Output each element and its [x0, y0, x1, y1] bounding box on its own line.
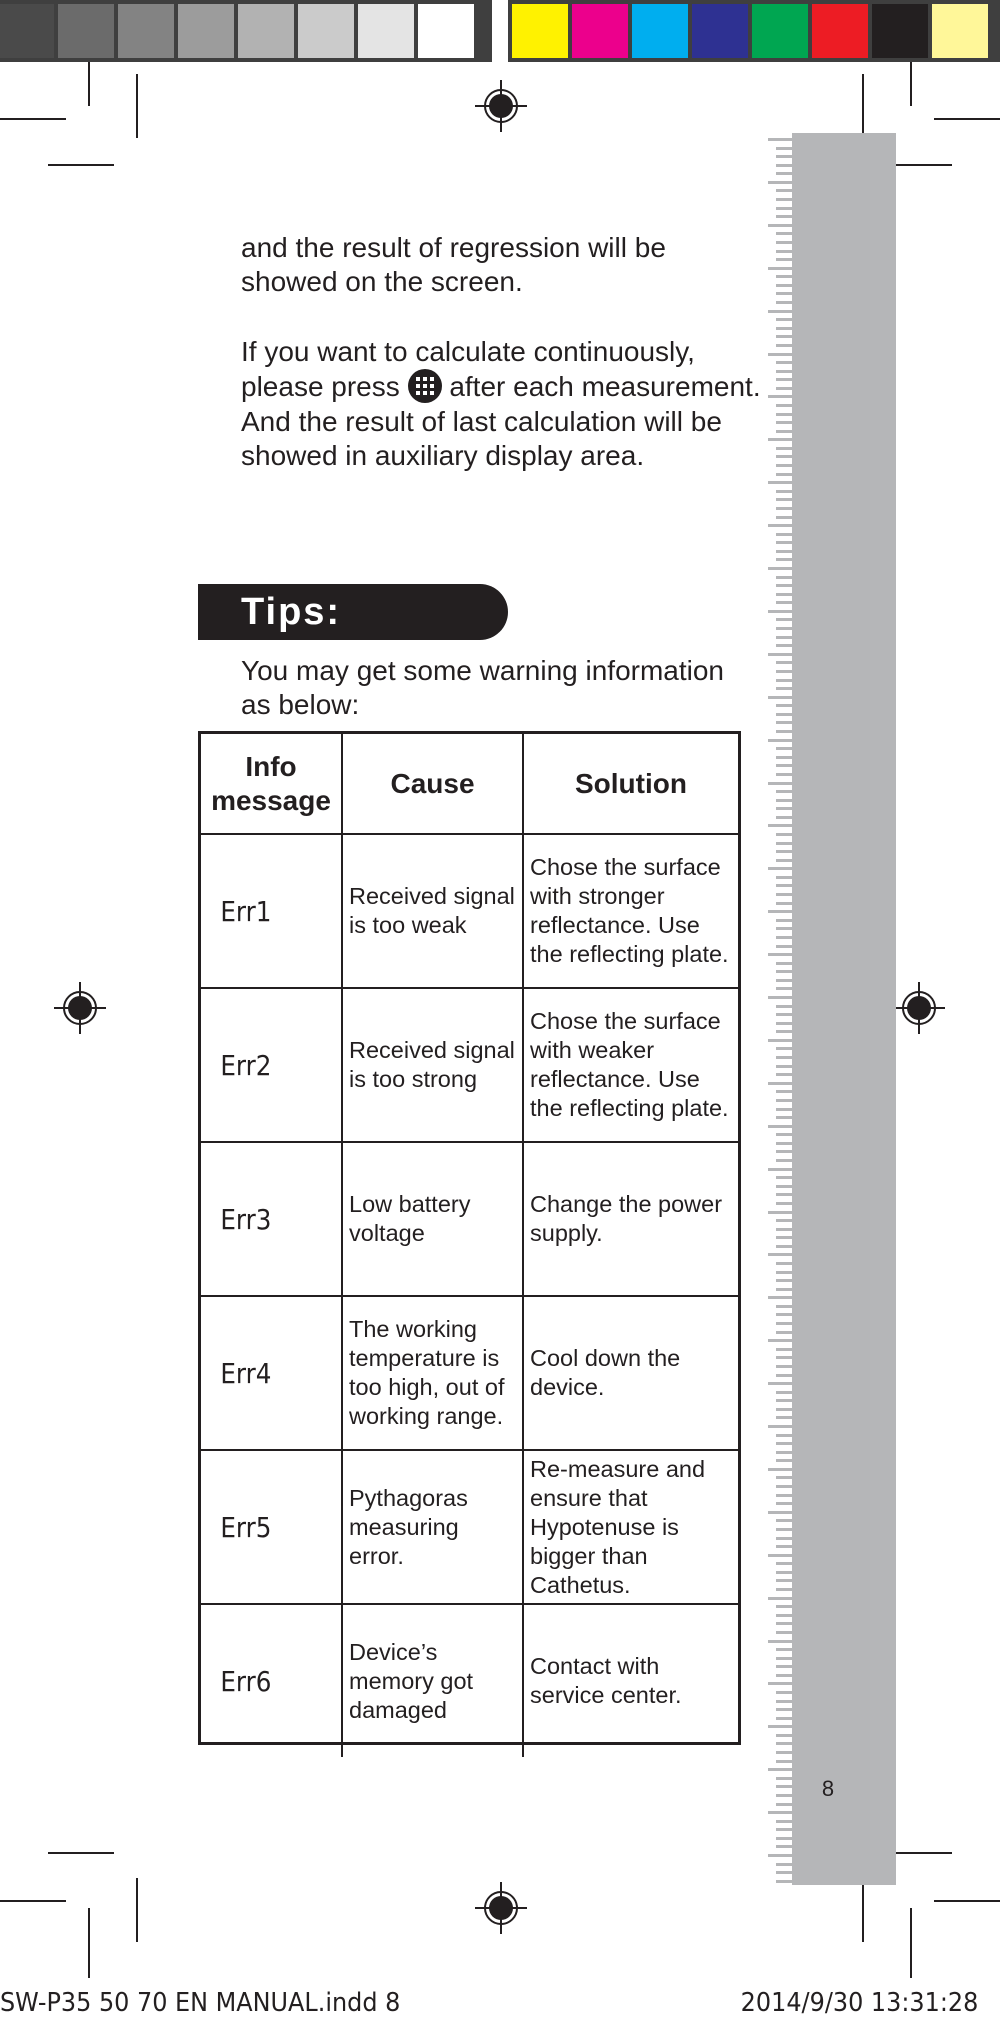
- ruler-tick: [776, 636, 792, 639]
- body-paragraph: [241, 335, 761, 474]
- crop-mark: [0, 1900, 66, 1902]
- color-swatch: [932, 4, 988, 58]
- ruler-tick: [768, 438, 792, 441]
- error-code: Err6: [201, 1604, 325, 1757]
- ruler-tick: [776, 327, 792, 330]
- ruler-tick: [776, 1116, 792, 1119]
- tips-intro: You may get some warning information as below:: [241, 655, 724, 720]
- ruler-tick: [776, 1614, 792, 1617]
- color-swatch: [572, 4, 628, 58]
- ruler-tick: [776, 1459, 792, 1462]
- ruler-tick: [776, 1073, 792, 1076]
- ruler-tick: [776, 807, 792, 810]
- crop-mark: [862, 1878, 864, 1942]
- ruler-tick: [776, 1742, 792, 1745]
- ruler-tick: [768, 1039, 792, 1042]
- ruler-tick: [776, 1408, 792, 1411]
- ruler-tick: [776, 1760, 792, 1763]
- ruler-tick: [776, 404, 792, 407]
- ruler-tick: [776, 1090, 792, 1093]
- header-solution: Solution: [523, 734, 738, 834]
- ruler-tick: [776, 842, 792, 845]
- ruler-tick: [776, 833, 792, 836]
- ruler-tick: [768, 310, 792, 313]
- ruler-tick: [776, 207, 792, 210]
- ruler-tick: [776, 232, 792, 235]
- ruler-tick: [776, 644, 792, 647]
- ruler-tick: [768, 1082, 792, 1085]
- ruler-tick: [768, 953, 792, 956]
- ruler-tick: [776, 1880, 792, 1883]
- ruler-tick: [776, 455, 792, 458]
- ruler-tick: [776, 1519, 792, 1522]
- registration-mark-icon: [475, 1882, 527, 1934]
- error-cause: Pythagoras measuring error.: [342, 1450, 523, 1604]
- ruler-tick: [776, 1717, 792, 1720]
- crop-mark: [136, 74, 138, 138]
- ruler-tick: [768, 1511, 792, 1514]
- error-solution: Chose the surface with stronger reflectance. Use the reflecting plate.: [523, 834, 738, 988]
- ruler-tick: [776, 250, 792, 253]
- ruler-tick: [776, 1271, 792, 1274]
- ruler-tick: [776, 147, 792, 150]
- ruler-tick: [776, 927, 792, 930]
- ruler-tick: [776, 1056, 792, 1059]
- ruler-tick: [776, 275, 792, 278]
- ruler-tick: [768, 1811, 792, 1814]
- ruler-tick: [768, 1425, 792, 1428]
- ruler-tick: [776, 773, 792, 776]
- ruler-tick: [768, 824, 792, 827]
- ruler-tick: [776, 1777, 792, 1780]
- error-solution: Cool down the device.: [523, 1296, 738, 1450]
- ruler-tick: [776, 902, 792, 905]
- table-row: [201, 988, 738, 1142]
- ruler-tick: [776, 164, 792, 167]
- table-row: [201, 1142, 738, 1296]
- color-swatch: [812, 4, 868, 58]
- ruler-tick: [776, 747, 792, 750]
- ruler-tick: [776, 859, 792, 862]
- crop-mark: [934, 118, 1000, 120]
- error-code: Err1: [201, 834, 325, 988]
- ruler-tick: [776, 1305, 792, 1308]
- ruler-tick: [776, 1734, 792, 1737]
- ruler-tick: [768, 1768, 792, 1771]
- ruler-tick: [776, 1236, 792, 1239]
- ruler-tick: [776, 1047, 792, 1050]
- page-number: 8: [821, 1776, 835, 1801]
- ruler-tick: [776, 1665, 792, 1668]
- body-paragraph: and the result of regression will be showed on the screen.: [241, 232, 666, 298]
- ruler-tick: [768, 1725, 792, 1728]
- ruler-tick: [776, 713, 792, 716]
- ruler-tick: [776, 1674, 792, 1677]
- error-code: Err2: [201, 988, 325, 1142]
- ruler-tick: [776, 1571, 792, 1574]
- ruler-tick: [768, 1168, 792, 1171]
- ruler-tick: [776, 893, 792, 896]
- gray-swatch: [238, 4, 294, 58]
- ruler-tick: [776, 378, 792, 381]
- ruler-tick: [776, 292, 792, 295]
- ruler-tick: [776, 1150, 792, 1153]
- ruler-tick: [776, 344, 792, 347]
- ruler-tick: [768, 1682, 792, 1685]
- ruler-tick: [776, 1245, 792, 1248]
- crop-mark: [910, 1908, 912, 1978]
- error-solution: Contact with service center.: [523, 1604, 738, 1757]
- error-code: Err3: [201, 1142, 325, 1296]
- ruler-tick: [776, 987, 792, 990]
- registration-mark-icon: [54, 982, 106, 1034]
- ruler-tick: [776, 1845, 792, 1848]
- ruler-tick: [776, 1416, 792, 1419]
- gray-swatch: [358, 4, 414, 58]
- ruler-tick: [776, 1494, 792, 1497]
- ruler-tick: [776, 430, 792, 433]
- body-paragraph-text: If you want to calculate continuously, please press: [241, 336, 695, 403]
- ruler-tick: [776, 387, 792, 390]
- ruler-tick: [776, 1622, 792, 1625]
- ruler-tick: [776, 1751, 792, 1754]
- error-cause: Low battery voltage: [342, 1142, 523, 1296]
- ruler-tick: [776, 1313, 792, 1316]
- ruler-tick: [776, 799, 792, 802]
- crop-mark: [88, 1908, 90, 1978]
- ruler-tick: [768, 1554, 792, 1557]
- ruler-tick: [776, 1013, 792, 1016]
- ruler-tick: [776, 1185, 792, 1188]
- ruler-tick: [768, 481, 792, 484]
- table-row: [201, 834, 738, 988]
- ruler-tick: [776, 1399, 792, 1402]
- ruler-tick: [776, 1708, 792, 1711]
- ruler-tick: [776, 1434, 792, 1437]
- ruler-tick: [776, 1176, 792, 1179]
- color-swatch: [752, 4, 808, 58]
- ruler-tick: [776, 1065, 792, 1068]
- ruler-tick: [768, 1468, 792, 1471]
- ruler-tick: [768, 1382, 792, 1385]
- ruler-tick: [776, 1262, 792, 1265]
- ruler-tick: [776, 1803, 792, 1806]
- ruler-tick: [776, 1871, 792, 1874]
- error-solution: Change the power supply.: [523, 1142, 738, 1296]
- ruler-tick: [776, 576, 792, 579]
- ruler-tick: [776, 1502, 792, 1505]
- ruler-tick: [776, 490, 792, 493]
- ruler-tick: [776, 945, 792, 948]
- registration-mark-icon: [893, 982, 945, 1034]
- grayscale-swatches: [0, 0, 492, 62]
- ruler-tick: [776, 1837, 792, 1840]
- ruler-tick: [776, 756, 792, 759]
- table-row: [201, 1450, 738, 1604]
- ruler-tick: [768, 867, 792, 870]
- ruler-tick: [776, 584, 792, 587]
- ruler-tick: [776, 1030, 792, 1033]
- ruler-tick: [776, 473, 792, 476]
- gray-swatch: [298, 4, 354, 58]
- ruler-tick: [768, 524, 792, 527]
- header-cause: Cause: [342, 734, 523, 834]
- ruler-tick: [768, 653, 792, 656]
- ruler-tick: [776, 876, 792, 879]
- ruler-tick: [776, 1219, 792, 1222]
- registration-mark-icon: [475, 80, 527, 132]
- ruler-tick: [776, 979, 792, 982]
- side-ruler-strip: [792, 133, 896, 1885]
- ruler-tick: [776, 370, 792, 373]
- ruler-tick: [776, 1005, 792, 1008]
- ruler-tick: [776, 850, 792, 853]
- ruler-tick: [776, 1356, 792, 1359]
- ruler-tick: [768, 739, 792, 742]
- ruler-tick: [776, 1785, 792, 1788]
- header-info-message: Info message: [201, 734, 342, 834]
- ruler-tick: [768, 181, 792, 184]
- ruler-tick: [768, 1253, 792, 1256]
- ruler-tick: [776, 679, 792, 682]
- ruler-tick: [776, 1631, 792, 1634]
- tips-title: Tips:: [241, 591, 342, 633]
- ruler-tick: [776, 516, 792, 519]
- ruler-tick: [776, 155, 792, 158]
- ruler-tick: [776, 721, 792, 724]
- ruler-tick: [768, 224, 792, 227]
- ruler-tick: [768, 696, 792, 699]
- ruler-tick: [776, 1022, 792, 1025]
- ruler-tick: [776, 1451, 792, 1454]
- ruler-tick: [776, 1374, 792, 1377]
- ruler-tick: [776, 533, 792, 536]
- ruler-tick: [776, 1391, 792, 1394]
- ruler-tick: [776, 1288, 792, 1291]
- ruler-tick: [776, 1863, 792, 1866]
- ruler-tick: [776, 618, 792, 621]
- ruler-tick: [768, 267, 792, 270]
- ruler-tick: [776, 1099, 792, 1102]
- crop-mark: [0, 118, 66, 120]
- ruler-tick: [776, 1828, 792, 1831]
- file-slug: SW-P35 50 70 EN MANUAL.indd 8: [0, 1988, 401, 2018]
- crop-mark: [136, 1878, 138, 1942]
- crop-mark: [910, 62, 912, 106]
- ruler-tick: [776, 1279, 792, 1282]
- ruler-tick: [776, 1133, 792, 1136]
- crop-mark: [48, 1852, 114, 1854]
- ruler-tick: [776, 1562, 792, 1565]
- ruler-tick: [768, 910, 792, 913]
- ruler-tick: [776, 1794, 792, 1797]
- ruler-tick: [776, 687, 792, 690]
- ruler-tick: [776, 627, 792, 630]
- ruler-tick: [776, 1691, 792, 1694]
- color-swatch: [512, 4, 568, 58]
- ruler-tick: [776, 1657, 792, 1660]
- ruler-tick: [776, 816, 792, 819]
- table-row: [201, 1604, 738, 1757]
- error-table: [198, 731, 741, 1745]
- ruler-tick: [776, 704, 792, 707]
- ruler-tick: [776, 198, 792, 201]
- ruler-tick: [776, 1348, 792, 1351]
- ruler-tick: [776, 1588, 792, 1591]
- color-swatches: [508, 0, 1000, 62]
- ruler-tick: [776, 790, 792, 793]
- ruler-tick: [776, 1159, 792, 1162]
- ruler-tick: [776, 550, 792, 553]
- error-solution: Re-measure and ensure that Hypotenuse is bigger than Cathetus.: [523, 1450, 738, 1604]
- crop-mark: [862, 74, 864, 138]
- ruler-tick: [776, 593, 792, 596]
- ruler-tick: [776, 421, 792, 424]
- ruler-ticks: [772, 138, 792, 1883]
- error-code: Err4: [201, 1296, 325, 1450]
- ruler-tick: [776, 1108, 792, 1111]
- ruler-tick: [776, 1648, 792, 1651]
- ruler-tick: [776, 1193, 792, 1196]
- ruler-tick: [776, 1331, 792, 1334]
- ruler-tick: [768, 567, 792, 570]
- ruler-tick: [768, 782, 792, 785]
- ruler-tick: [776, 335, 792, 338]
- ruler-tick: [768, 1640, 792, 1643]
- grid-button-icon: [408, 369, 442, 403]
- ruler-tick: [776, 1700, 792, 1703]
- ruler-tick: [768, 1211, 792, 1214]
- error-cause: The working temperature is too high, out of working range.: [342, 1296, 523, 1450]
- ruler-tick: [776, 601, 792, 604]
- ruler-tick: [776, 507, 792, 510]
- ruler-tick: [768, 353, 792, 356]
- ruler-tick: [776, 241, 792, 244]
- ruler-tick: [776, 558, 792, 561]
- ruler-tick: [776, 1485, 792, 1488]
- ruler-tick: [768, 1339, 792, 1342]
- table-row: [201, 1296, 738, 1450]
- ruler-tick: [776, 318, 792, 321]
- ruler-tick: [768, 996, 792, 999]
- gray-swatch: [118, 4, 174, 58]
- ruler-tick: [776, 1202, 792, 1205]
- ruler-tick: [776, 1820, 792, 1823]
- color-swatch: [872, 4, 928, 58]
- ruler-tick: [768, 1296, 792, 1299]
- timestamp-slug: 2014/9/30 13:31:28: [740, 1988, 978, 2018]
- ruler-tick: [776, 884, 792, 887]
- ruler-tick: [776, 670, 792, 673]
- ruler-tick: [776, 361, 792, 364]
- ruler-tick: [776, 1228, 792, 1231]
- ruler-tick: [768, 1125, 792, 1128]
- ruler-tick: [776, 215, 792, 218]
- crop-mark: [48, 164, 114, 166]
- body-paragraph-text: after each measurement. And the result of last calculation will be showed in auxiliary display area.: [241, 371, 761, 472]
- ruler-tick: [776, 413, 792, 416]
- gray-swatch: [418, 4, 474, 58]
- error-cause: Received signal is too weak: [342, 834, 523, 988]
- ruler-tick: [768, 610, 792, 613]
- ruler-tick: [776, 447, 792, 450]
- error-cause: Received signal is too strong: [342, 988, 523, 1142]
- ruler-tick: [776, 1579, 792, 1582]
- error-code: Err5: [201, 1450, 325, 1604]
- ruler-tick: [768, 138, 792, 141]
- crop-mark: [934, 1900, 1000, 1902]
- ruler-tick: [776, 189, 792, 192]
- ruler-tick: [776, 1545, 792, 1548]
- ruler-tick: [776, 498, 792, 501]
- color-calibration-bar: [0, 0, 1000, 62]
- error-solution: Chose the surface with weaker reflectance. Use the reflecting plate.: [523, 988, 738, 1142]
- gray-swatch: [58, 4, 114, 58]
- ruler-tick: [776, 1537, 792, 1540]
- ruler-tick: [776, 730, 792, 733]
- color-swatch: [632, 4, 688, 58]
- ruler-tick: [776, 258, 792, 261]
- ruler-tick: [776, 962, 792, 965]
- ruler-tick: [768, 1854, 792, 1857]
- ruler-tick: [768, 1597, 792, 1600]
- ruler-tick: [776, 1365, 792, 1368]
- ruler-tick: [776, 764, 792, 767]
- ruler-tick: [776, 661, 792, 664]
- color-swatch: [692, 4, 748, 58]
- ruler-tick: [776, 919, 792, 922]
- ruler-tick: [776, 464, 792, 467]
- ruler-tick: [776, 284, 792, 287]
- ruler-tick: [776, 970, 792, 973]
- ruler-tick: [768, 395, 792, 398]
- ruler-tick: [776, 1442, 792, 1445]
- gray-swatch: [0, 4, 54, 58]
- ruler-tick: [776, 301, 792, 304]
- ruler-tick: [776, 1322, 792, 1325]
- ruler-tick: [776, 172, 792, 175]
- ruler-tick: [776, 936, 792, 939]
- ruler-tick: [776, 1476, 792, 1479]
- ruler-tick: [776, 1605, 792, 1608]
- gray-swatch: [178, 4, 234, 58]
- ruler-tick: [776, 1142, 792, 1145]
- ruler-tick: [776, 541, 792, 544]
- ruler-tick: [776, 1528, 792, 1531]
- crop-mark: [88, 62, 90, 106]
- error-cause: Device’s memory got damaged: [342, 1604, 523, 1757]
